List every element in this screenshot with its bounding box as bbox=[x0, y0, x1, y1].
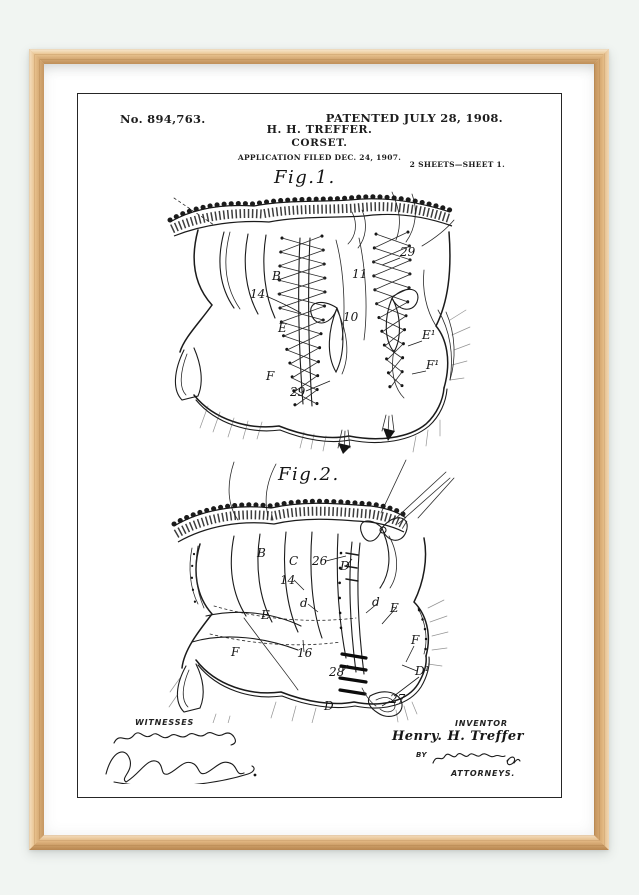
fig1-ref-29-lower: 29 bbox=[290, 385, 306, 399]
fig2-ref-D-upper: D bbox=[340, 559, 350, 573]
inventor-header: H. H. TREFFER. bbox=[266, 123, 373, 136]
fig1-corset-outline bbox=[175, 230, 454, 442]
fig2-label: Fig.2. bbox=[278, 464, 340, 485]
inventor-label: INVENTOR bbox=[455, 719, 508, 728]
fig2-ref-F-left: F bbox=[231, 645, 240, 659]
fig1-ref-B: B bbox=[272, 269, 281, 283]
fig2-ref-28: 28 bbox=[329, 665, 345, 679]
fig1-ref-10: 10 bbox=[343, 310, 359, 324]
fig1-ref-E1: E¹ bbox=[422, 328, 436, 342]
fig2-ref-16: 16 bbox=[297, 646, 313, 660]
fig2-reference-labels bbox=[230, 546, 429, 713]
fig1-ref-F: F bbox=[266, 369, 275, 383]
fig1-ref-F1: F¹ bbox=[426, 358, 440, 372]
fig1-label: Fig.1. bbox=[274, 167, 336, 188]
fig1-ref-29-upper: 29 bbox=[400, 245, 416, 259]
fig2-ref-27: 27 bbox=[390, 692, 406, 706]
application-line: APPLICATION FILED DEC. 24, 1907. bbox=[237, 153, 402, 162]
fig1-lace-trim bbox=[170, 197, 452, 236]
witnesses-label: WITNESSES bbox=[135, 718, 195, 727]
wood-frame bbox=[29, 49, 609, 850]
fig1-corset-drawing bbox=[154, 190, 484, 455]
patent-date: PATENTED JULY 28, 1908. bbox=[325, 111, 503, 125]
patent-number: No. 894,763. bbox=[120, 112, 206, 126]
fig2-corset-drawing bbox=[156, 458, 486, 723]
patent-title: CORSET. bbox=[291, 137, 348, 149]
fig1-ref-11: 11 bbox=[352, 267, 368, 281]
inventor-signature-text: Henry. H. Treffer bbox=[392, 729, 524, 744]
fig2-ref-26: 26 bbox=[312, 554, 328, 568]
fig2-bow bbox=[361, 472, 450, 588]
fig2-ref-d-left: d bbox=[300, 596, 308, 610]
sheet-line: 2 SHEETS—SHEET 1. bbox=[409, 160, 505, 169]
fig1-tassels bbox=[338, 415, 395, 454]
fig2-ref-F-right: F bbox=[411, 633, 420, 647]
fig1-reference-labels bbox=[250, 245, 439, 399]
attorneys-label: ATTORNEYS. bbox=[451, 769, 516, 778]
fig2-leader-lines bbox=[294, 556, 419, 706]
patent-paper bbox=[44, 64, 594, 835]
fig2-ref-D-lower: D bbox=[324, 699, 334, 713]
fig2-corset-outline bbox=[177, 538, 429, 712]
fig2-ref-d-right: d bbox=[372, 595, 380, 609]
frame-right-rail bbox=[594, 49, 609, 850]
fig1-ref-14: 14 bbox=[250, 287, 266, 301]
fig1-ref-E: E bbox=[278, 321, 287, 335]
fig2-ref-D1: D¹ bbox=[415, 664, 430, 678]
by-label: BY bbox=[416, 751, 428, 759]
fig2-ref-C: C bbox=[289, 554, 299, 568]
fig2-ref-E-right: E bbox=[390, 601, 399, 615]
fig2-ref-14: 14 bbox=[280, 573, 296, 587]
witness-signature-2 bbox=[100, 742, 260, 784]
frame-left-rail bbox=[29, 49, 44, 850]
fig2-ref-B: B bbox=[257, 546, 266, 560]
frame-bottom-rail bbox=[29, 835, 609, 850]
frame-top-rail bbox=[29, 49, 609, 64]
fig2-ref-E-left: E bbox=[261, 608, 270, 622]
attorney-signature bbox=[429, 747, 521, 771]
